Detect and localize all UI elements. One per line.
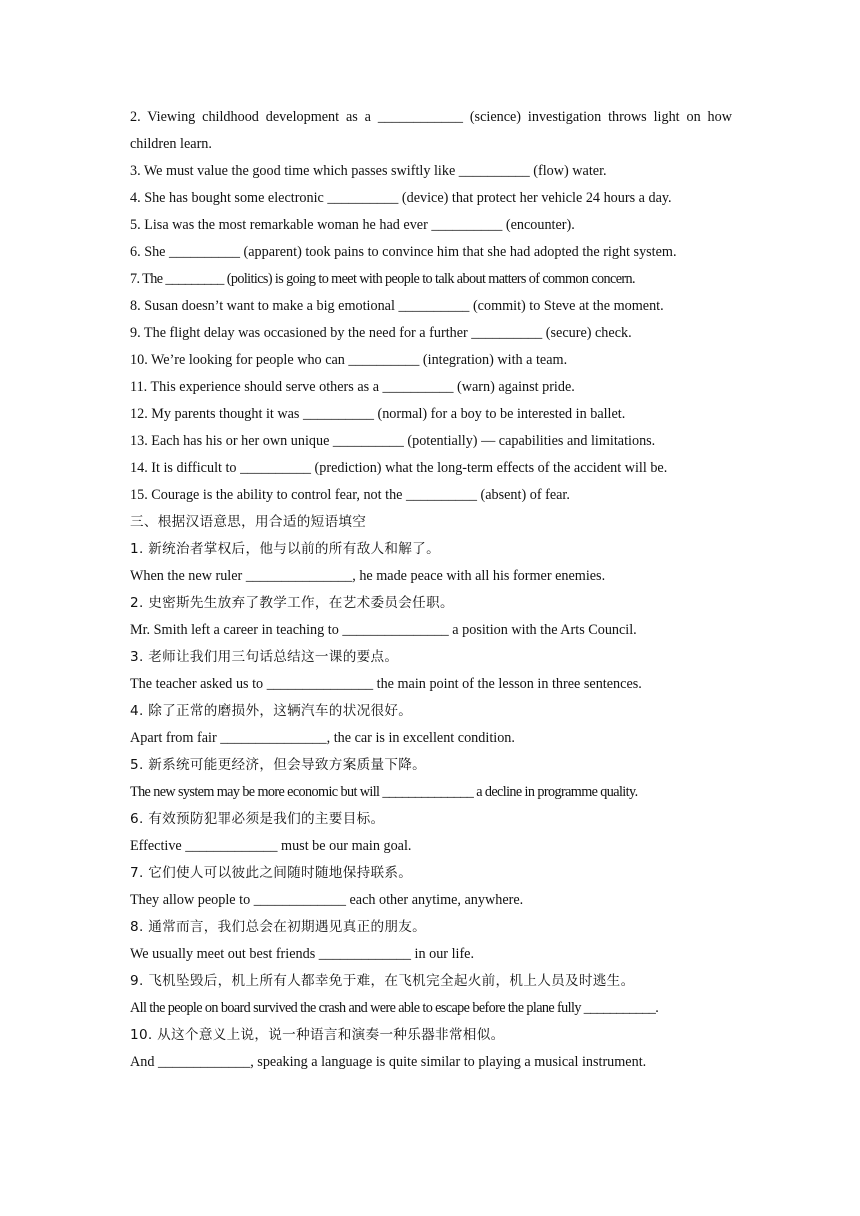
exercise-item-5: 5. Lisa was the most remarkable woman he had ever __________ (encounter). [130, 217, 575, 233]
exercise-item-7: 7. The _________ (politics) is going to meet with people to talk about matters of common concern. [130, 271, 635, 287]
phrase-item-9-english: All the people on board survived the crash and were able to escape before the plane fully ___________. [130, 1000, 659, 1016]
phrase-item-9-chinese: 9. 飞机坠毁后，机上所有人都幸免于难，在飞机完全起火前，机上人员及时逃生。 [130, 973, 635, 989]
phrase-item-7-chinese: 7. 它们使人可以彼此之间随时随地保持联系。 [130, 865, 413, 881]
exercise-item-14: 14. It is difficult to __________ (prediction) what the long-term effects of the accident will be. [130, 460, 668, 476]
phrase-item-4-chinese: 4. 除了正常的磨损外，这辆汽车的状况很好。 [130, 703, 413, 719]
exercise-item-3: 3. We must value the good time which passes swiftly like __________ (flow) water. [130, 163, 607, 179]
exercise-item-9: 9. The flight delay was occasioned by the need for a further __________ (secure) check. [130, 325, 632, 341]
phrase-item-7-english: They allow people to _____________ each other anytime, anywhere. [130, 892, 524, 908]
exercise-item-4: 4. She has bought some electronic __________ (device) that protect her vehicle 24 hours a day. [130, 190, 672, 206]
phrase-item-8-english: We usually meet out best friends _____________ in our life. [130, 946, 475, 962]
phrase-item-1-english: When the new ruler _______________, he made peace with all his former enemies. [130, 568, 606, 584]
phrase-item-3-english: The teacher asked us to _______________ the main point of the lesson in three sentences. [130, 676, 642, 692]
phrase-item-8-chinese: 8. 通常而言，我们总会在初期遇见真正的朋友。 [130, 919, 427, 935]
phrase-item-2-chinese: 2. 史密斯先生放弃了教学工作，在艺术委员会任职。 [130, 595, 454, 611]
worksheet-page [130, 104, 732, 1076]
exercise-item-2: 2. Viewing childhood development as a ____________ (science) investigation throws light on how children learn. [130, 109, 732, 152]
phrase-item-3-chinese: 3. 老师让我们用三句话总结这一课的要点。 [130, 649, 399, 665]
exercise-item-13: 13. Each has his or her own unique __________ (potentially) — capabilities and limitations. [130, 433, 656, 449]
phrase-item-6-english: Effective _____________ must be our main goal. [130, 838, 412, 854]
phrase-item-2-english: Mr. Smith left a career in teaching to _______________ a position with the Arts Council. [130, 622, 637, 638]
phrase-item-1-chinese: 1. 新统治者掌权后，他与以前的所有敌人和解了。 [130, 541, 440, 557]
exercise-item-15: 15. Courage is the ability to control fear, not the __________ (absent) of fear. [130, 487, 570, 503]
section-heading: 三、根据汉语意思，用合适的短语填空 [130, 514, 367, 530]
phrase-item-6-chinese: 6. 有效预防犯罪必须是我们的主要目标。 [130, 811, 385, 827]
exercise-item-6: 6. She __________ (apparent) took pains to convince him that she had adopted the right system. [130, 244, 677, 260]
exercise-item-10: 10. We’re looking for people who can __________ (integration) with a team. [130, 352, 568, 368]
exercise-item-11: 11. This experience should serve others as a __________ (warn) against pride. [130, 379, 575, 395]
exercise-item-8: 8. Susan doesn’t want to make a big emotional __________ (commit) to Steve at the moment. [130, 298, 664, 314]
phrase-item-5-english: The new system may be more economic but will ______________ a decline in programme quality. [130, 784, 638, 800]
phrase-item-10-chinese: 10. 从这个意义上说，说一种语言和演奏一种乐器非常相似。 [130, 1027, 505, 1043]
phrase-item-4-english: Apart from fair _______________, the car is in excellent condition. [130, 730, 515, 746]
phrase-item-10-english: And _____________, speaking a language is quite similar to playing a musical instrument. [130, 1054, 647, 1070]
exercise-item-12: 12. My parents thought it was __________ (normal) for a boy to be interested in ballet. [130, 406, 626, 422]
phrase-item-5-chinese: 5. 新系统可能更经济，但会导致方案质量下降。 [130, 757, 427, 773]
